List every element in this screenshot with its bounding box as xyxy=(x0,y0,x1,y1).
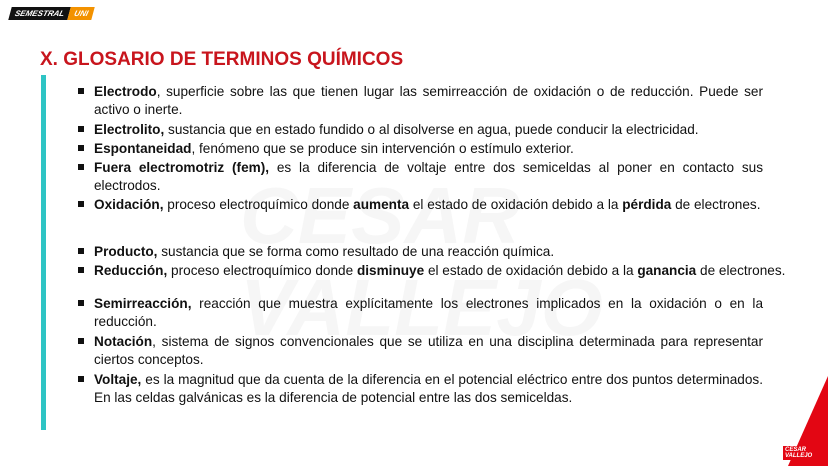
term: Reducción, xyxy=(94,263,168,278)
definition: , sistema de signos convencionales que se utiliza en una disciplina determinada para representar ciertos conceptos. xyxy=(94,334,763,367)
list-item xyxy=(78,83,763,119)
definition: proceso electroquímico donde xyxy=(167,263,357,278)
term: Producto, xyxy=(94,244,158,259)
page-title: X. GLOSARIO DE TERMINOS QUÍMICOS xyxy=(40,49,404,70)
emphasis: ganancia xyxy=(637,263,697,278)
definition: el estado de oxidación debido a la xyxy=(424,263,638,278)
list-item xyxy=(78,140,763,158)
list-item xyxy=(78,196,763,214)
definition: de electrones. xyxy=(671,197,761,212)
definition: proceso electroquímico donde xyxy=(163,197,354,212)
bullet-icon xyxy=(78,88,84,94)
bullet-icon xyxy=(78,267,84,273)
definition: es la diferencia de voltaje entre dos semiceldas al poner en contacto sus electrodos. xyxy=(94,160,763,193)
accent-bar xyxy=(41,75,46,430)
cesar-vallejo-logo: CESAR VALLEJO xyxy=(783,446,828,460)
term: Electrodo xyxy=(94,84,157,99)
term: Notación xyxy=(94,334,153,349)
term: Electrolito, xyxy=(94,122,165,137)
bullet-icon xyxy=(78,201,84,207)
list-item xyxy=(78,333,763,369)
definition: , superficie sobre las que tienen lugar las semirreacción de oxidación o de reducción. Puede ser activo o inerte. xyxy=(94,84,763,117)
bullet-icon xyxy=(78,164,84,170)
term: Voltaje, xyxy=(94,372,142,387)
definition: es la magnitud que da cuenta de la diferencia en el potencial eléctrico entre dos puntos determinados. En las celdas galvánicas es la diferencia de potencial entre las dos semiceldas. xyxy=(94,372,763,405)
term: Fuera electromotriz (fem), xyxy=(94,160,270,175)
semestral-uni-badge xyxy=(8,7,95,20)
emphasis: pérdida xyxy=(622,197,672,212)
definition: reacción que muestra explícitamente los electrones implicados en la oxidación o en la reducción. xyxy=(94,296,763,329)
list-item xyxy=(78,159,763,195)
bullet-icon xyxy=(78,248,84,254)
bullet-icon xyxy=(78,376,84,382)
term: Semirreacción, xyxy=(94,296,192,311)
bullet-icon xyxy=(78,300,84,306)
list-item xyxy=(78,121,763,139)
definition: sustancia que en estado fundido o al disolverse en agua, puede conducir la electricidad. xyxy=(164,122,699,137)
definition: el estado de oxidación debido a la xyxy=(409,197,623,212)
definition: sustancia que se forma como resultado de una reacción química. xyxy=(157,244,555,259)
emphasis: aumenta xyxy=(353,197,410,212)
bullet-icon xyxy=(78,338,84,344)
definition: de electrones. xyxy=(696,263,786,278)
badge-semestral: SEMESTRAL xyxy=(8,7,71,20)
emphasis: disminuye xyxy=(356,263,425,278)
bullet-icon xyxy=(78,126,84,132)
list-item xyxy=(78,371,763,407)
bullet-icon xyxy=(78,145,84,151)
list-item xyxy=(78,262,808,280)
term: Oxidación, xyxy=(94,197,164,212)
badge-uni: UNI xyxy=(68,7,95,20)
list-item xyxy=(78,295,763,331)
term: Espontaneidad xyxy=(94,141,192,156)
list-item xyxy=(78,243,763,261)
definition: , fenómeno que se produce sin intervención o estímulo exterior. xyxy=(191,141,574,156)
